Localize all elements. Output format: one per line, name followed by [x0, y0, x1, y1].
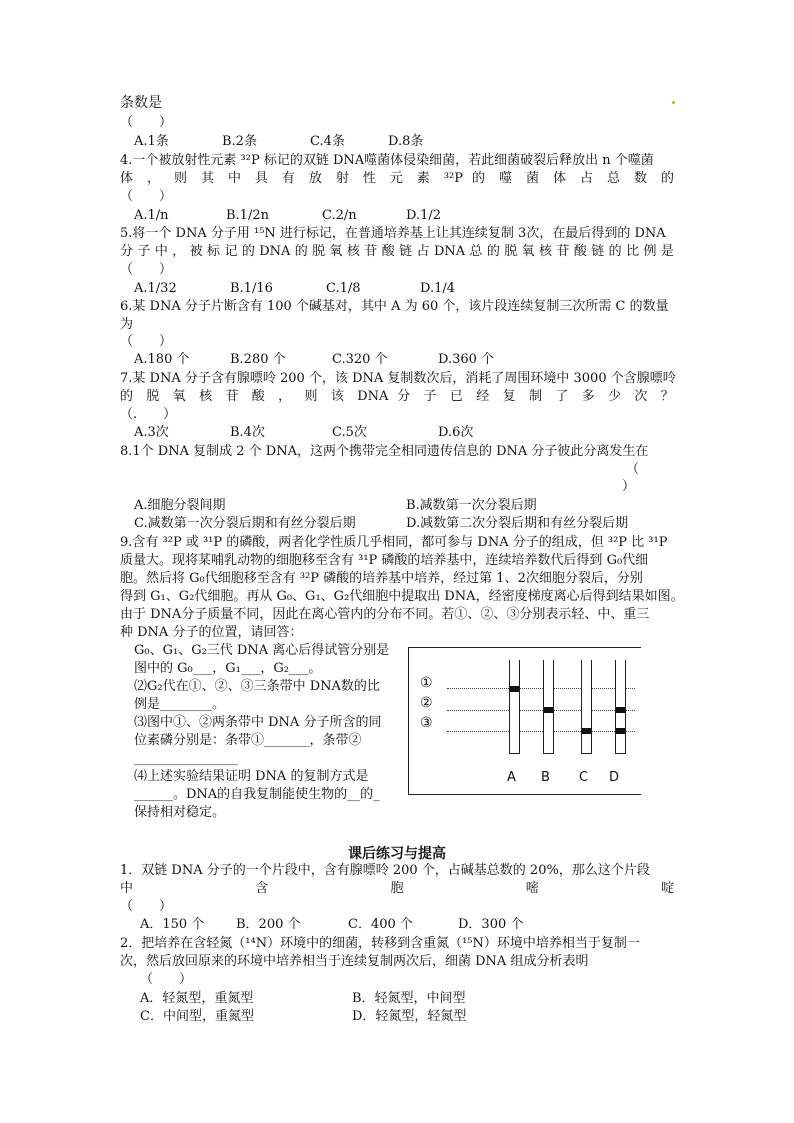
q9-sub2-a: ⑵G₂代在①、②、③三条带中 DNA数的比: [134, 679, 380, 694]
q6-option-a: A.180 个: [134, 352, 190, 367]
q9-sub4-c: 保持相对稳定。: [134, 805, 226, 820]
q5-option-c: C.1/8: [326, 281, 361, 296]
q9-sub3-c: ________________: [134, 751, 238, 766]
q9-sub4-a: ⑷上述实验结果证明 DNA 的复制方式是: [134, 769, 369, 784]
q9-sub2-b: 例是________。: [134, 697, 226, 712]
tube-d-band-middle: [616, 707, 625, 713]
p2-option-a: A．轻氮型，重氮型: [140, 991, 254, 1006]
q7-paren: （. ）: [120, 407, 177, 422]
q9-line4: 得到 G₁、G₂代细胞。再从 G₀、G₁、G₂代细胞中提取出 DNA，经密度梯度离心后得到结果如图。: [120, 589, 684, 604]
marker-light: ①: [420, 675, 433, 691]
q9-line3: 胞。然后将 G₀代细胞移至含有 ³²P 磷酸的培养基中培养，经过第 1、2次细胞分裂后，分别: [120, 571, 643, 586]
q6-option-c: C.320 个: [332, 352, 388, 367]
q4-option-a: A.1/n: [134, 208, 169, 223]
p2-option-b: B．轻氮型，中间型: [352, 991, 466, 1006]
p1-option-b: B．200 个: [236, 917, 301, 932]
q5-line2: 分 子 中 ， 被 标 记 的 DNA 的 脱 氧 核 苷 酸 链 占 DNA 总 的 脱 氧 核 苷 酸 链 的 比 例 是: [120, 244, 674, 259]
q3-tail: 条数是: [120, 95, 162, 111]
tube-a-band-light: [510, 686, 519, 692]
tube-d-band-heavy: [616, 728, 625, 734]
q8-paren-close: ）: [622, 479, 636, 494]
p2-line2: 次，然后放回原来的环境中培养相当于连续复制两次后，细菌 DNA 组成分析表明: [120, 954, 589, 969]
q7-option-b: B.4次: [230, 425, 265, 440]
centrifuge-diagram: [408, 647, 641, 795]
p1-line2: 中 含 胞 嘧 啶: [120, 881, 674, 896]
q9-sub3-a: ⑶图中①、②两条带中 DNA 分子所含的同: [134, 715, 382, 730]
p1-line1: 1．双链 DNA 分子的一个片段中，含有腺嘌呤 200 个，占碱基总数的 20%，那么这个片段: [120, 863, 650, 878]
q8-paren-open: （: [626, 462, 640, 477]
q9-sub3-b: 位素磷分别是：条带①_______，条带②: [134, 733, 362, 748]
q6-option-b: B.280 个: [230, 352, 286, 367]
q6-paren: （ ）: [120, 334, 173, 349]
marker-middle: ②: [420, 695, 433, 711]
q9-sub1-b: 图中的 G₀___，G₁___，G₂___。: [134, 661, 322, 676]
q5-paren: （ ）: [120, 262, 173, 277]
q3-option-d: D.8条: [388, 134, 424, 149]
decorative-dot: [672, 101, 675, 104]
q9-line5: 由于 DNA分子质量不同，因此在离心管内的分布不同。若①、②、③分别表示轻、中、重三: [120, 607, 650, 622]
marker-heavy: ③: [420, 715, 433, 731]
p2-option-d: D．轻氮型，轻氮型: [352, 1009, 467, 1024]
q9-line6: 种 DNA 分子的位置，请回答：: [120, 625, 303, 640]
q3-paren: （ ）: [120, 115, 173, 130]
tube-label-d: D: [609, 770, 620, 785]
q5-option-b: B.1/16: [230, 281, 273, 296]
q5-line1: 5.将一个 DNA 分子用 ¹⁵N 进行标记，在普通培养基上让其连续复制 3次，在最后得到的 DNA: [120, 226, 666, 241]
q8-option-c: C.减数第一次分裂后期和有丝分裂后期: [134, 516, 356, 531]
q9-line1: 9.含有 ³²P 或 ³¹P 的磷酸，两者化学性质几乎相同，都可参与 DNA 分子的组成，但 ³²P 比 ³¹P: [120, 535, 668, 550]
heavy-band-line: [447, 731, 635, 732]
middle-band-line: [447, 710, 635, 711]
q5-option-d: D.1/4: [420, 281, 456, 296]
q6-option-d: D.360 个: [438, 352, 495, 367]
tube-b: [543, 660, 554, 754]
tube-label-a: A: [507, 770, 516, 785]
q8-option-d: D.减数第二次分裂后期和有丝分裂后期: [406, 516, 629, 531]
q4-option-b: B.1/2n: [226, 208, 269, 223]
p1-option-c: C．400 个: [348, 917, 413, 932]
q7-option-d: D.6次: [438, 425, 474, 440]
q7-line1: 7.某 DNA 分子含有腺嘌呤 200 个，该 DNA 复制数次后，消耗了周围环境中 3000 个含腺嘌呤: [120, 371, 676, 386]
q6-line2: 为: [120, 317, 134, 332]
q8-line1: 8.1个 DNA 复制成 2 个 DNA，这两个携带完全相同遗传信息的 DNA 分子彼此分离发生在: [120, 444, 649, 459]
q7-line2: 的 脱 氧 核 苷 酸 ， 则 该 DNA 分 子 已 经 复 制 了 多 少 次 ？: [120, 389, 674, 404]
tube-label-c: C: [579, 770, 589, 785]
q3-option-a: A.1条: [134, 134, 169, 149]
q4-option-d: D.1/2: [406, 208, 442, 223]
p2-line1: 2．把培养在含轻氮（¹⁴N）环境中的细菌，转移到含重氮（¹⁵N）环境中培养相当于复制一: [120, 936, 640, 951]
light-band-line: [447, 688, 635, 689]
tube-d: [615, 660, 626, 754]
q3-option-b: B.2条: [222, 134, 257, 149]
tube-c: [581, 660, 592, 754]
q4-line2: 体 ， 则 其 中 具 有 放 射 性 元 素 ³²P 的 噬 菌 体 占 总 数 的: [120, 171, 674, 186]
tube-b-band-middle: [544, 707, 553, 713]
q8-option-a: A.细胞分裂间期: [134, 498, 226, 513]
p2-paren: （ ）: [140, 972, 193, 987]
p2-option-c: C．中间型，重氮型: [140, 1009, 254, 1024]
q4-paren: （ ）: [120, 189, 173, 204]
tube-a: [509, 660, 520, 754]
q6-line1: 6.某 DNA 分子片断含有 100 个碱基对，其中 A 为 60 个，该片段连续复制三次所需 C 的数量: [120, 299, 669, 314]
p1-option-a: A．150 个: [140, 917, 205, 932]
q4-option-c: C.2/n: [322, 208, 357, 223]
q5-option-a: A.1/32: [134, 281, 177, 296]
q7-option-a: A.3次: [134, 425, 169, 440]
p1-option-d: D．300 个: [458, 917, 524, 932]
q9-sub1-a: G₀、G₁、G₂三代 DNA 离心后得试管分别是: [134, 643, 390, 658]
q3-option-c: C.4条: [310, 134, 345, 149]
p1-paren: （ ）: [120, 899, 173, 914]
q9-sub4-b: ______。DNA的自我复制能使生物的__的_: [134, 787, 380, 802]
q8-option-b: B.减数第一次分裂后期: [406, 498, 537, 513]
q4-line1: 4.一个被放射性元素 ³²P 标记的双链 DNA噬菌体侵染细菌，若此细菌破裂后释放出 n 个噬菌: [120, 153, 654, 168]
section-title: 课后练习与提高: [348, 846, 446, 862]
q9-line2: 质量大。现将某哺乳动物的细胞移至含有 ³¹P 磷酸的培养基中，连续培养数代后得到 G₀代细: [120, 553, 649, 568]
q7-option-c: C.5次: [332, 425, 367, 440]
tube-label-b: B: [541, 770, 550, 785]
tube-c-band-heavy: [582, 728, 591, 734]
